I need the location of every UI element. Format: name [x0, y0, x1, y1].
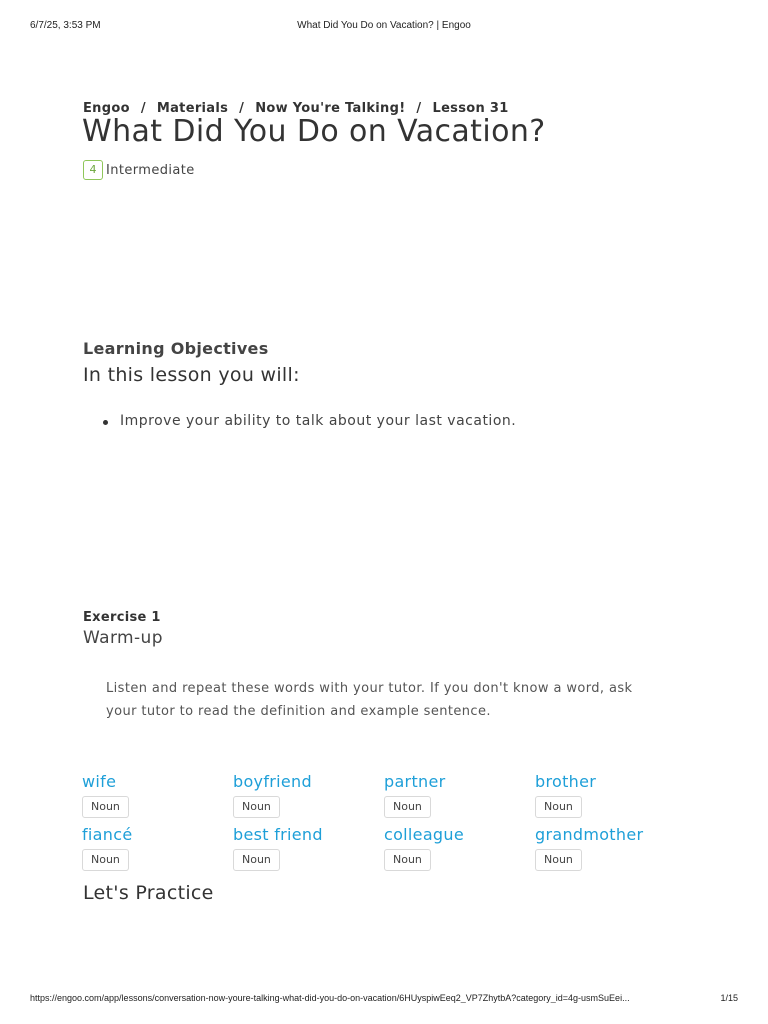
- part-of-speech-tag: Noun: [535, 849, 582, 871]
- breadcrumb-separator: /: [416, 101, 422, 116]
- print-header: [0, 20, 768, 34]
- level-indicator: [83, 160, 195, 180]
- exercise-title: Warm-up: [83, 628, 163, 648]
- part-of-speech-tag: Noun: [384, 796, 431, 818]
- vocab-word[interactable]: boyfriend: [233, 772, 312, 791]
- page-number: 1/15: [720, 993, 738, 1003]
- vocab-word[interactable]: colleague: [384, 825, 464, 844]
- level-label: Intermediate: [106, 162, 195, 178]
- objective-item: [103, 413, 516, 429]
- breadcrumb-item-course[interactable]: Now You're Talking!: [255, 101, 406, 116]
- level-badge: 4: [83, 160, 103, 180]
- part-of-speech-tag: Noun: [384, 849, 431, 871]
- part-of-speech-tag: Noun: [233, 849, 280, 871]
- vocab-word[interactable]: best friend: [233, 825, 323, 844]
- part-of-speech-tag: Noun: [82, 796, 129, 818]
- print-doc-title: What Did You Do on Vacation? | Engoo: [297, 20, 471, 31]
- objectives-kicker: Learning Objectives: [83, 339, 269, 358]
- vocab-word[interactable]: fiancé: [82, 825, 133, 844]
- objectives-heading: In this lesson you will:: [83, 364, 300, 386]
- bullet-icon: [103, 420, 108, 425]
- breadcrumb-item-engoo[interactable]: Engoo: [83, 101, 130, 116]
- exercise-kicker: Exercise 1: [83, 610, 161, 625]
- breadcrumb-item-materials[interactable]: Materials: [156, 101, 229, 116]
- exercise-instructions: Listen and repeat these words with your tutor. If you don't know a word, ask your tutor to read the definition and example sentence.: [106, 681, 633, 719]
- vocab-word[interactable]: grandmother: [535, 825, 644, 844]
- breadcrumb-separator: /: [140, 101, 146, 116]
- part-of-speech-tag: Noun: [233, 796, 280, 818]
- objectives-list: [103, 413, 516, 429]
- print-footer: [0, 993, 768, 1007]
- vocab-word[interactable]: wife: [82, 772, 117, 791]
- part-of-speech-tag: Noun: [535, 796, 582, 818]
- objective-text: Improve your ability to talk about your last vacation.: [120, 413, 517, 429]
- vocab-word[interactable]: partner: [384, 772, 446, 791]
- breadcrumb-item-lesson: Lesson 31: [432, 101, 509, 116]
- practice-heading: Let's Practice: [83, 882, 214, 904]
- print-datetime: 6/7/25, 3:53 PM: [30, 20, 101, 31]
- vocab-word[interactable]: brother: [535, 772, 597, 791]
- part-of-speech-tag: Noun: [82, 849, 129, 871]
- print-url: https://engoo.com/app/lessons/conversation-now-youre-talking-what-did-you-do-on-vacation/6HUyspiwEeq2_VP7ZhytbA?category_id=4g-usmSuEei...: [30, 993, 630, 1003]
- page-title: What Did You Do on Vacation?: [82, 114, 546, 149]
- breadcrumb-separator: /: [239, 101, 245, 116]
